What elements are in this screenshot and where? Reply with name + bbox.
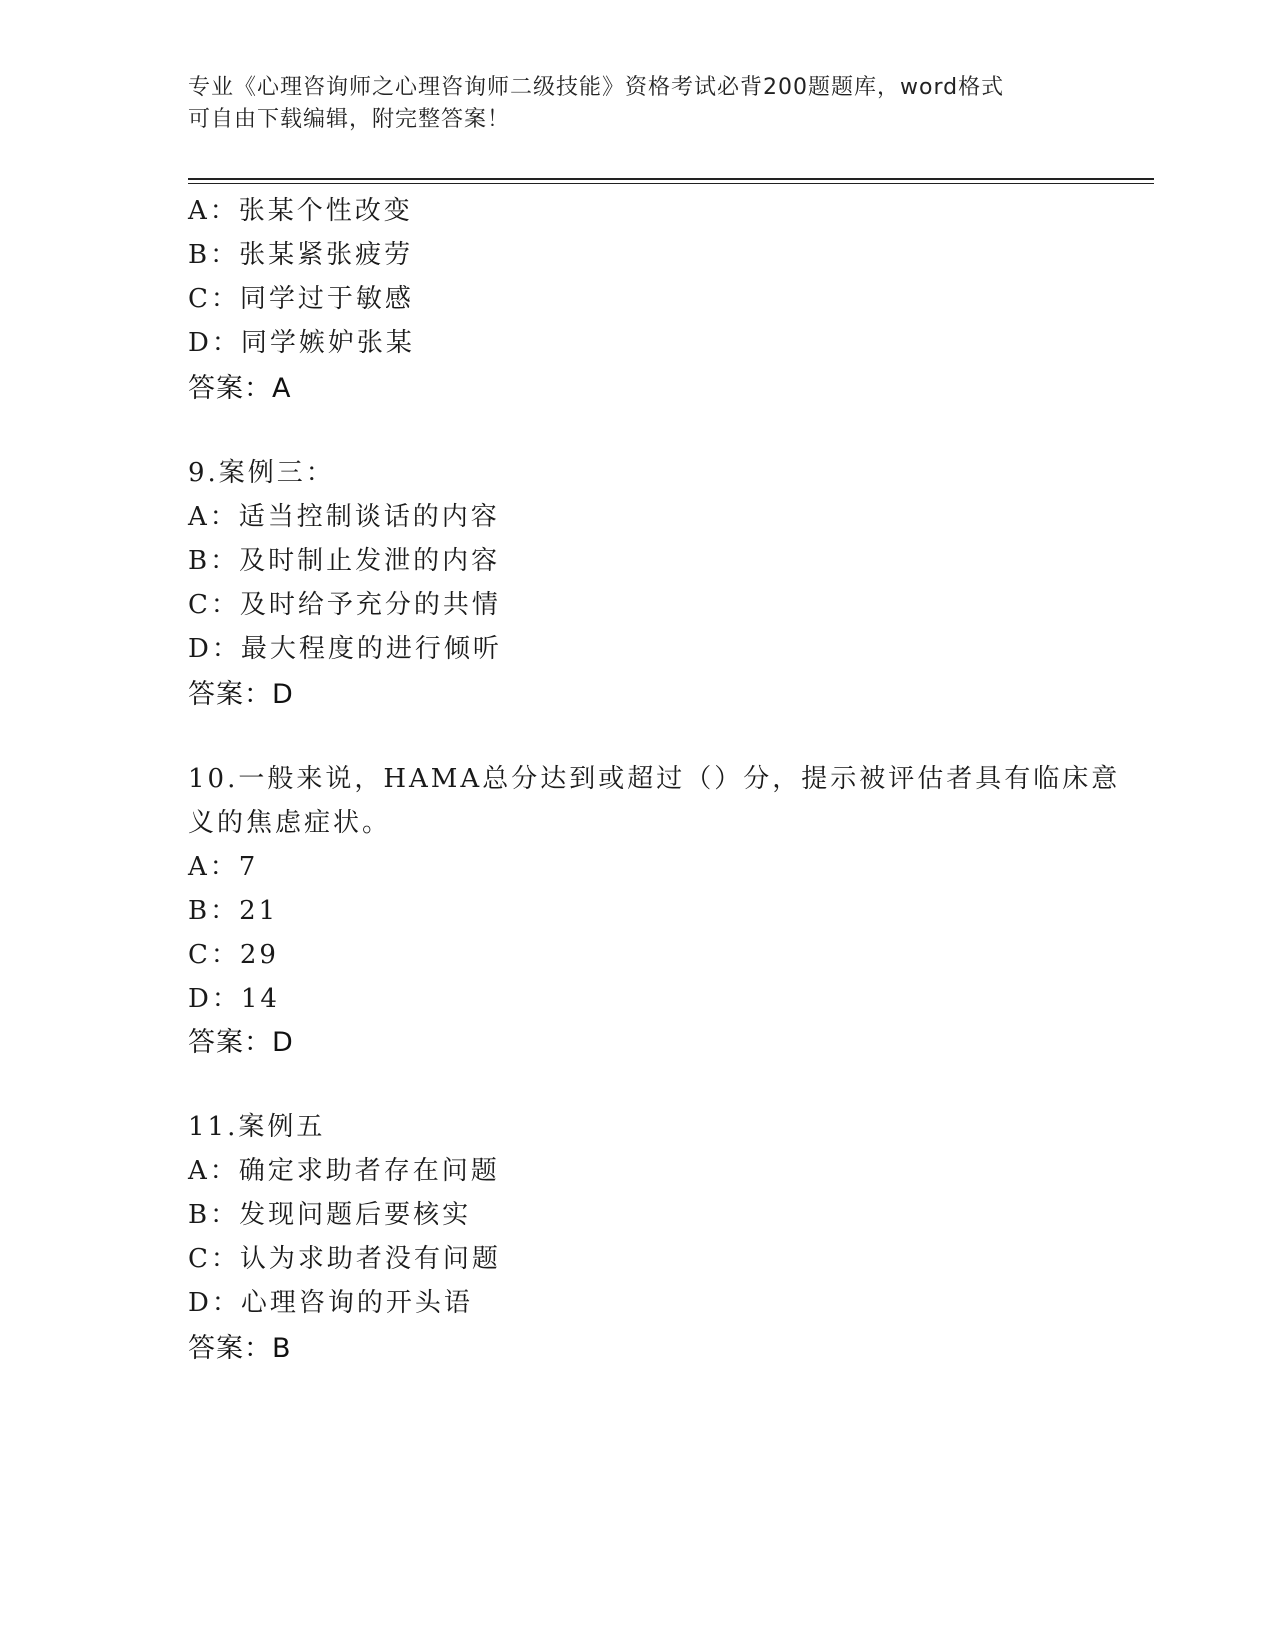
- q9-answer: 答案：D: [188, 679, 294, 710]
- q10-option-b: B：21: [188, 896, 279, 926]
- prev-option-d: D：同学嫉妒张某: [188, 328, 415, 358]
- prev-option-a: A：张某个性改变: [188, 196, 413, 226]
- q10-option-d: D：14: [188, 984, 280, 1014]
- q9-option-d: D：最大程度的进行倾听: [188, 634, 502, 664]
- q9-option-c: C：及时给予充分的共情: [188, 590, 501, 620]
- q11-option-a: A：确定求助者存在问题: [188, 1156, 500, 1186]
- header-line-2: 可自由下载编辑，附完整答案！: [188, 107, 511, 132]
- q11-question: 11.案例五: [188, 1112, 326, 1142]
- q11-option-c: C：认为求助者没有问题: [188, 1244, 501, 1274]
- q11-option-b: B：发现问题后要核实: [188, 1200, 472, 1230]
- header-line-1: 专业《心理咨询师之心理咨询师二级技能》资格考试必背200题题库，word格式: [188, 75, 1005, 100]
- q10-question-line-2: 义的焦虑症状。: [188, 808, 392, 838]
- q9-question: 9.案例三：: [188, 458, 335, 488]
- prev-answer: 答案：A: [188, 373, 292, 404]
- q10-option-a: A：7: [188, 852, 259, 882]
- q10-question-line-1: 10.一般来说，HAMA总分达到或超过（）分，提示被评估者具有临床意: [188, 764, 1121, 794]
- header-divider-thin: [188, 183, 1154, 184]
- q9-option-a: A：适当控制谈话的内容: [188, 502, 500, 532]
- q10-option-c: C：29: [188, 940, 279, 970]
- q11-option-d: D：心理咨询的开头语: [188, 1288, 473, 1318]
- q9-option-b: B：及时制止发泄的内容: [188, 546, 501, 576]
- prev-option-b: B：张某紧张疲劳: [188, 240, 414, 270]
- document-header: [188, 72, 1088, 136]
- header-divider-thick: [188, 178, 1154, 180]
- q11-answer: 答案：B: [188, 1333, 292, 1364]
- prev-option-c: C：同学过于敏感: [188, 284, 414, 314]
- q10-answer: 答案：D: [188, 1027, 294, 1058]
